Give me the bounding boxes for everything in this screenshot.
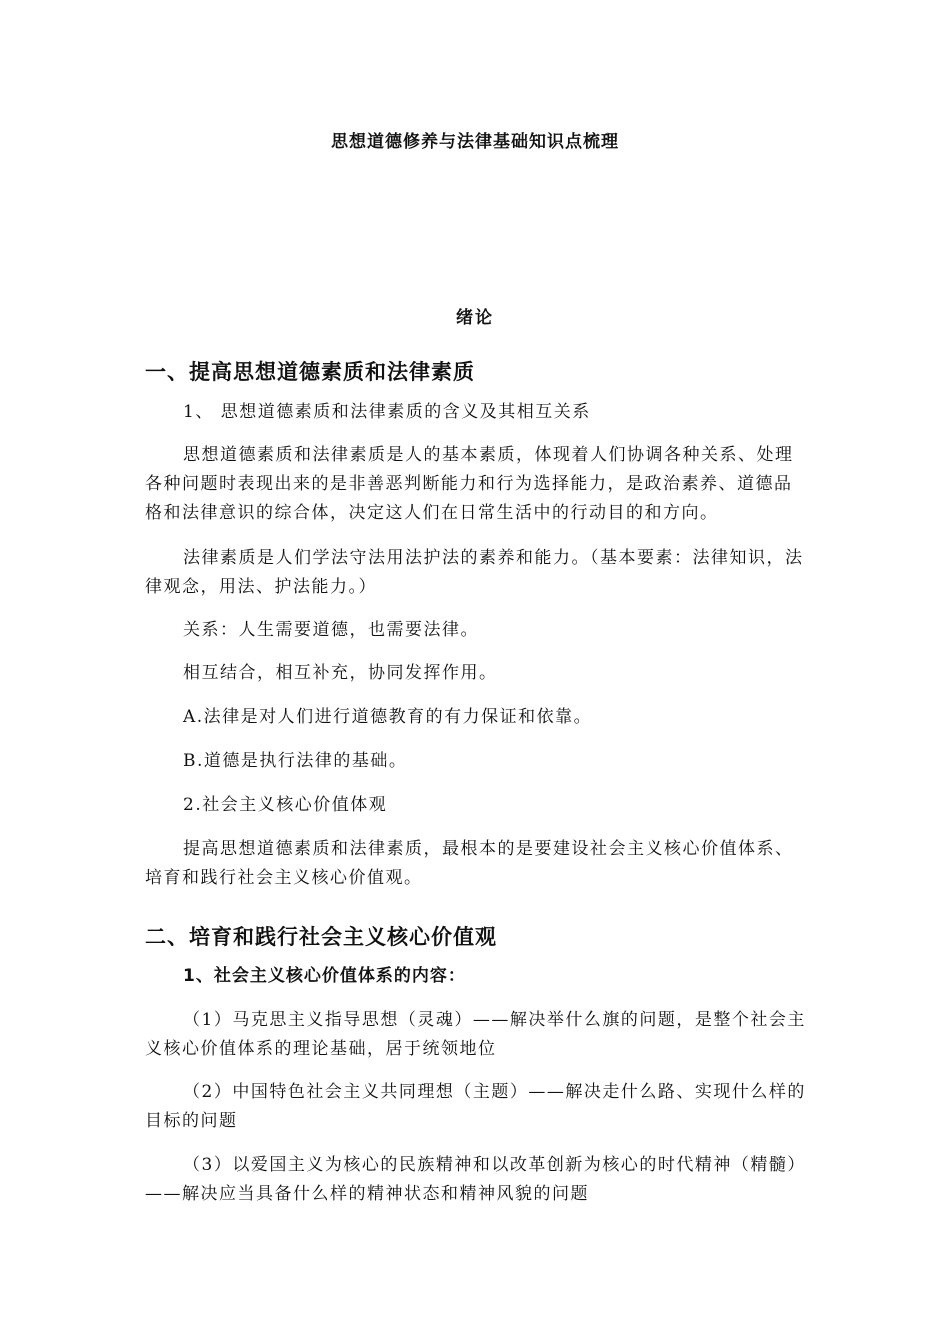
section1-paragraph-7: 提高思想道德素质和法律素质，最根本的是要建设社会主义核心价值体系、培育和践行社会主义核心价值观。	[145, 839, 794, 888]
section1-paragraph-3: 关系：人生需要道德，也需要法律。	[183, 620, 479, 640]
section1-paragraph-1: 思想道德素质和法律素质是人的基本素质，体现着人们协调各种关系、处理各种问题时表现出来的是非善恶判断能力和行为选择能力，是政治素养、道德品格和法律意识的综合体，决定这人们在日常生活中的行动目的和方向。	[145, 445, 794, 523]
section1-paragraph-2: 法律素质是人们学法守法用法护法的素养和能力。（基本要素：法律知识，法律观念，用法、护法能力。）	[145, 548, 804, 597]
section2-paragraph-3: （3）以爱国主义为核心的民族精神和以改革创新为核心的时代精神（精髓）——解决应当具备什么样的精神状态和精神风貌的问题	[145, 1155, 806, 1204]
section2-item-1: 1、社会主义核心价值体系的内容：	[183, 966, 466, 986]
document-title: 思想道德修养与法律基础知识点梳理	[331, 132, 619, 152]
section-heading-1: 一、提高思想道德素质和法律素质	[145, 360, 475, 384]
section1-item-2: 2.社会主义核心价值体观	[183, 795, 388, 815]
section2-paragraph-1: （1）马克思主义指导思想（灵魂）——解决举什么旗的问题，是整个社会主义核心价值体系的理论基础，居于统领地位	[145, 1010, 806, 1059]
section1-paragraph-6: B.道德是执行法律的基础。	[183, 751, 408, 771]
chapter-title: 绪论	[456, 308, 494, 328]
section1-paragraph-5: A.法律是对人们进行道德教育的有力保证和依靠。	[183, 707, 593, 727]
section-heading-2: 二、培育和践行社会主义核心价值观	[145, 925, 497, 949]
section1-paragraph-4: 相互结合，相互补充，协同发挥作用。	[183, 663, 498, 683]
section2-paragraph-2: （2）中国特色社会主义共同理想（主题）——解决走什么路、实现什么样的目标的问题	[145, 1082, 806, 1131]
section1-item-1: 1、 思想道德素质和法律素质的含义及其相互关系	[183, 402, 591, 422]
